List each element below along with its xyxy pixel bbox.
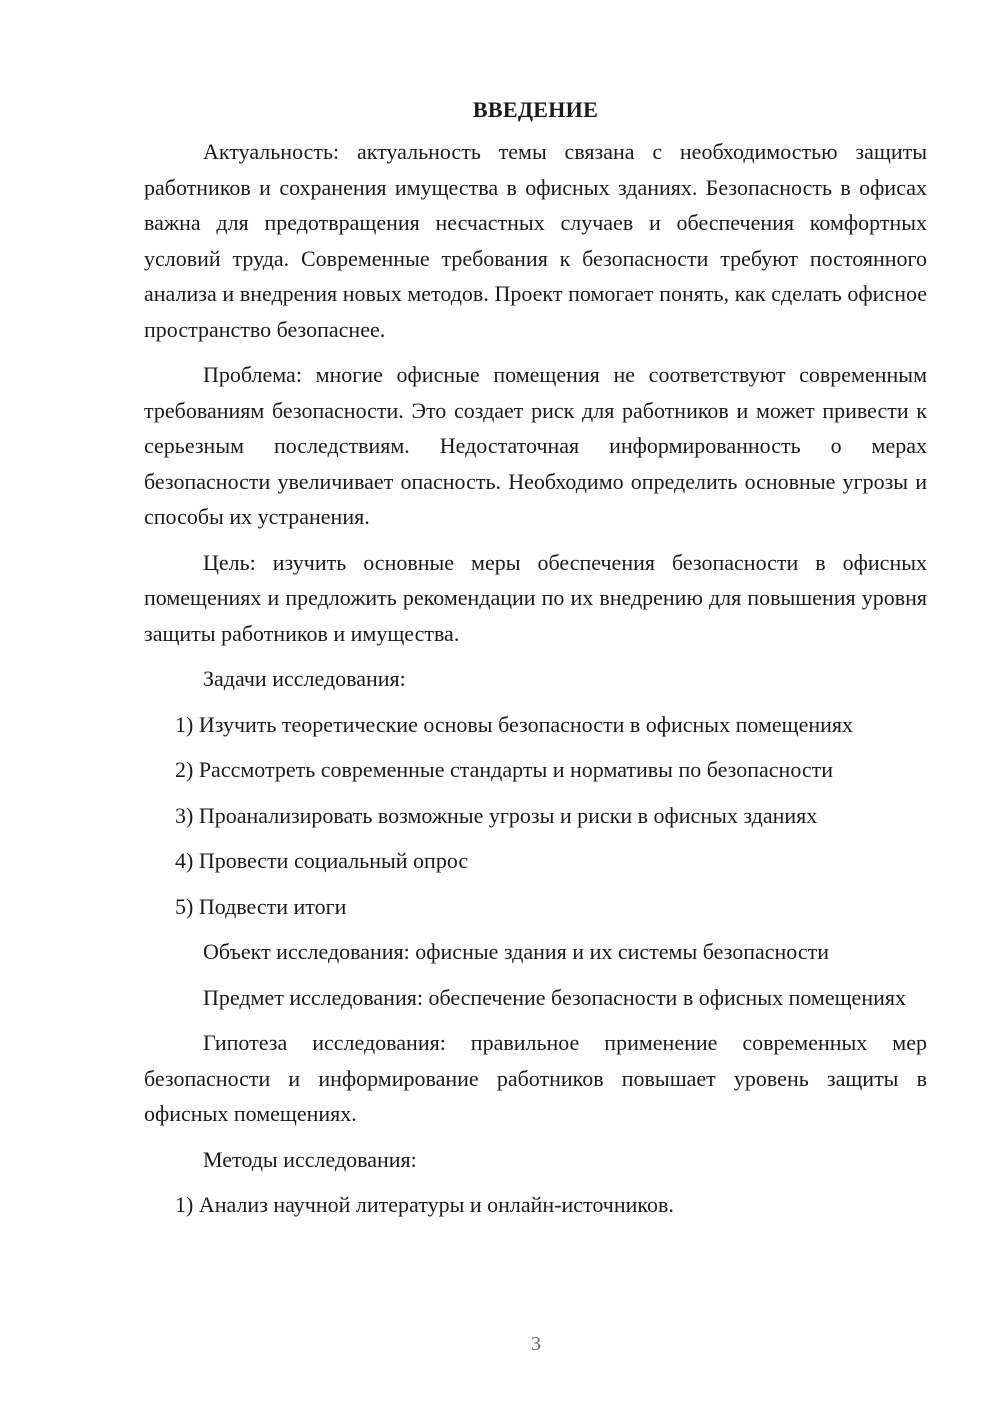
- document-body: [144, 92, 927, 1233]
- relevance-paragraph: Актуальность: актуальность темы связана с необходимостью защиты работников и сохранения имущества в офисных зданиях. Безопасность в офисах важна для предотвращения несчастных случаев и обеспечения комфортных условий труда. Современные требования к безопасности требуют постоянного анализа и внедрения новых методов. Проект помогает понять, как сделать офисное пространство безопаснее.: [144, 139, 927, 342]
- subject-paragraph: Предмет исследования: обеспечение безопасности в офисных помещениях: [203, 984, 906, 1010]
- page-number: 3: [531, 1333, 541, 1355]
- task-item-1: 1) Изучить теоретические основы безопасности в офисных помещениях: [175, 711, 854, 737]
- tasks-heading: Задачи исследования:: [203, 666, 406, 691]
- task-item-4: 4) Провести социальный опрос: [175, 848, 469, 873]
- goal-paragraph: Цель: изучить основные меры обеспечения безопасности в офисных помещениях и предложить рекомендации по их внедрению для повышения уровня защиты работников и имущества.: [144, 549, 927, 646]
- methods-heading: Методы исследования:: [203, 1146, 417, 1172]
- problem-paragraph: Проблема: многие офисные помещения не соответствуют современным требованиям безопасности. Это создает риск для работников и может привести к серьезным последствиям. Недостаточная информированность о мерах безопасности увеличивает опасность. Необходимо определить основные угрозы и способы их устранения.: [144, 362, 927, 529]
- task-item-2: 2) Рассмотреть современные стандарты и нормативы по безопасности: [175, 757, 834, 782]
- section-title: ВВЕДЕНИЕ: [472, 97, 599, 122]
- method-item-1: 1) Анализ научной литературы и онлайн-источников.: [175, 1192, 674, 1217]
- object-paragraph: Объект исследования: офисные здания и их системы безопасности: [203, 939, 830, 964]
- hypothesis-paragraph: Гипотеза исследования: правильное применение современных мер безопасности и информирование работников повышает уровень защиты в офисных помещениях.: [144, 1030, 927, 1126]
- task-item-5: 5) Подвести итоги: [175, 893, 347, 919]
- task-item-3: 3) Проанализировать возможные угрозы и риски в офисных зданиях: [175, 802, 818, 828]
